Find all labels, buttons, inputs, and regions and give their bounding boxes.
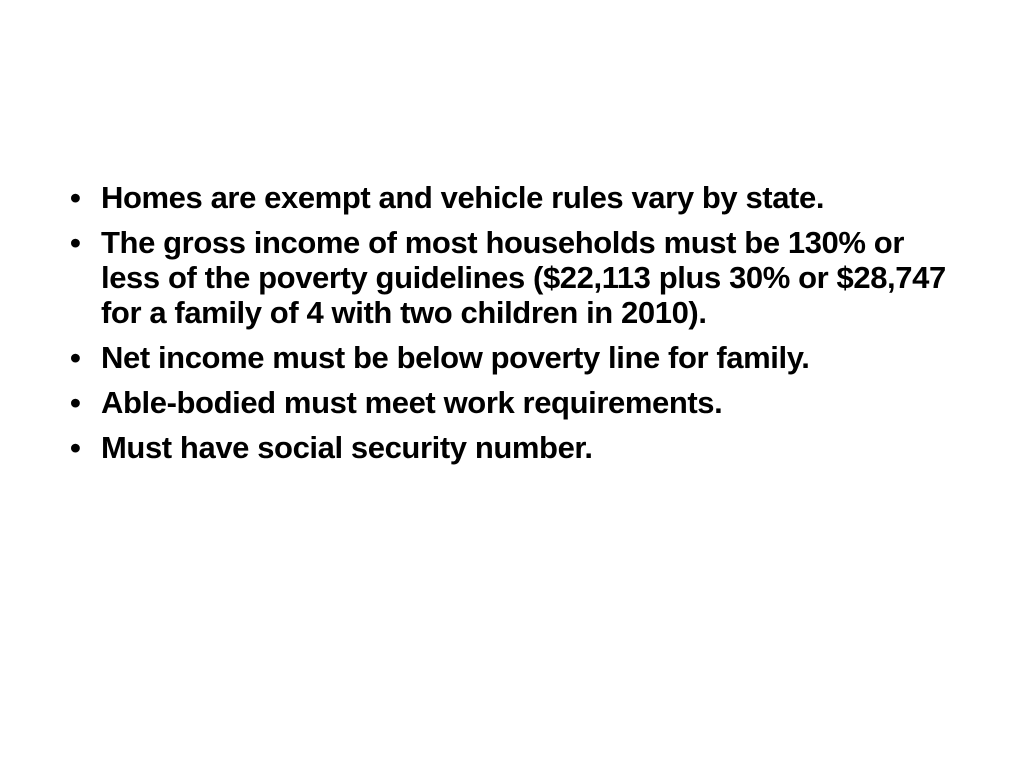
bullet-item xyxy=(70,385,970,420)
bullet-list xyxy=(70,180,970,475)
bullet-icon: • xyxy=(70,180,81,215)
bullet-text: Homes are exempt and vehicle rules vary by state. xyxy=(101,180,825,215)
bullet-text: Must have social security number. xyxy=(101,430,593,465)
bullet-item xyxy=(70,225,970,330)
bullet-text: The gross income of most households must be 130% or less of the poverty guidelines ($22,113 plus 30% or $28,747 for a family of 4 with two children in 2010). xyxy=(101,225,946,330)
bullet-text: Net income must be below poverty line for family. xyxy=(101,340,810,375)
bullet-item xyxy=(70,180,970,215)
bullet-icon: • xyxy=(70,430,81,465)
bullet-icon: • xyxy=(70,225,81,260)
bullet-text: Able-bodied must meet work requirements. xyxy=(101,385,723,420)
bullet-item xyxy=(70,430,970,465)
bullet-icon: • xyxy=(70,385,81,420)
bullet-item xyxy=(70,340,970,375)
bullet-icon: • xyxy=(70,340,81,375)
